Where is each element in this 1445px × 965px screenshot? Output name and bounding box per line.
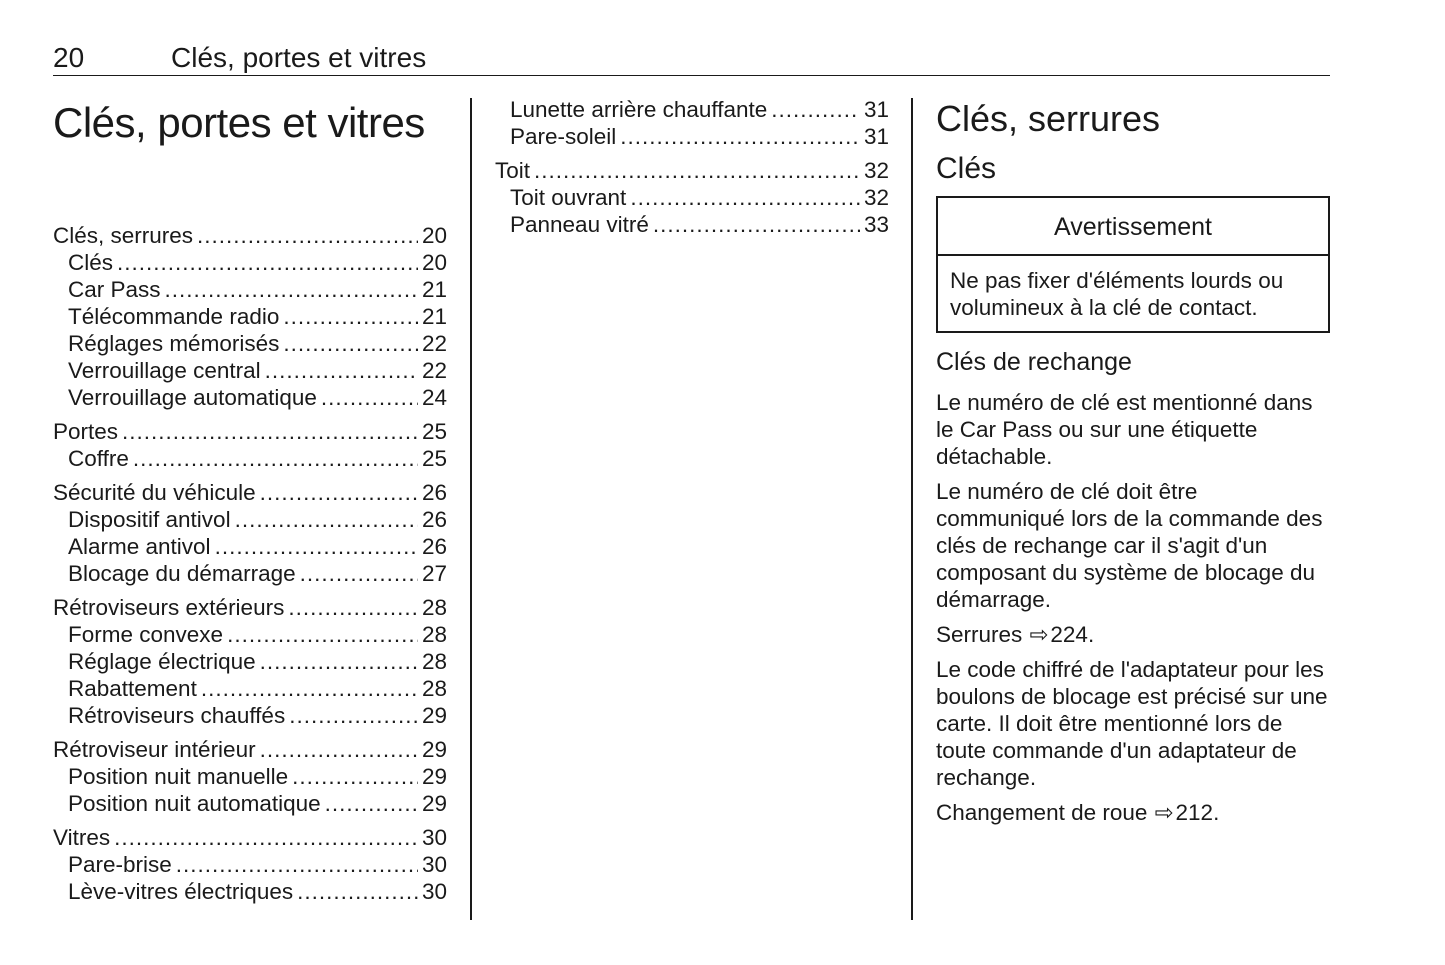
toc-entry-label: Toit	[495, 158, 531, 183]
paragraph	[936, 478, 1330, 613]
dot-leader	[265, 357, 418, 384]
page-number: 20	[53, 42, 85, 73]
toc-entry-page: 30	[421, 852, 447, 877]
chapter-title: Clés, portes et vitres	[53, 99, 425, 146]
toc-entry[interactable]	[53, 249, 447, 276]
dot-leader	[176, 851, 418, 878]
cross-reference	[936, 799, 1330, 826]
cross-reference	[936, 621, 1330, 648]
toc-entry-label: Verrouillage automatique	[68, 385, 317, 410]
toc-entry[interactable]	[53, 330, 447, 357]
toc-entry[interactable]	[495, 96, 889, 123]
toc-entry[interactable]	[53, 445, 447, 472]
toc-entry[interactable]	[53, 594, 447, 621]
dot-leader	[260, 736, 418, 763]
dot-leader	[165, 276, 418, 303]
toc-entry-page: 25	[421, 419, 447, 444]
dot-leader	[297, 878, 418, 905]
toc-entry[interactable]	[53, 506, 447, 533]
toc-entry[interactable]	[53, 276, 447, 303]
dot-leader	[201, 675, 418, 702]
toc-entry-label: Pare-soleil	[510, 124, 617, 149]
dot-leader	[292, 763, 418, 790]
warning-heading: Avertissement	[938, 198, 1328, 256]
toc-entry-label: Toit ouvrant	[510, 185, 627, 210]
section-title: Clés, serrures	[936, 98, 1161, 139]
dot-leader	[260, 479, 418, 506]
toc-entry[interactable]	[53, 384, 447, 411]
dot-leader	[235, 506, 418, 533]
paragraph	[936, 389, 1330, 470]
toc-entry[interactable]	[53, 702, 447, 729]
arrow-right-outline-icon: ⇨	[1029, 622, 1049, 647]
toc-entry[interactable]	[53, 851, 447, 878]
toc-entry-page: 28	[421, 649, 447, 674]
toc-entry-page: 22	[421, 331, 447, 356]
column-divider	[911, 98, 913, 920]
dot-leader	[260, 648, 418, 675]
toc-entry[interactable]	[53, 675, 447, 702]
toc-entry-label: Dispositif antivol	[68, 507, 231, 532]
content-column	[936, 96, 1330, 834]
toc-entry-page: 28	[421, 676, 447, 701]
toc-entry-page: 20	[421, 223, 447, 248]
toc-entry-label: Panneau vitré	[510, 212, 649, 237]
toc-entry-page: 29	[421, 737, 447, 762]
toc-entry-page: 32	[863, 158, 889, 183]
subsection-title: Clés	[936, 152, 997, 185]
toc-entry-page: 29	[421, 764, 447, 789]
dot-leader	[197, 222, 418, 249]
paragraph-text: Le numéro de clé doit être communiqué lors de la commande des clés de rechange car il s'agit d'un composant du système de blocage du démarrage.	[936, 479, 1323, 612]
toc-entry-label: Réglage électrique	[68, 649, 256, 674]
toc-entry-label: Lunette arrière chauffante	[510, 97, 768, 122]
toc-entry[interactable]	[53, 824, 447, 851]
toc-entry[interactable]	[495, 157, 889, 184]
toc-entry-page: 21	[421, 277, 447, 302]
toc-entry-page: 33	[863, 212, 889, 237]
paragraph-text: Le numéro de clé est mentionné dans le Car Pass ou sur une étiquette détachable.	[936, 390, 1313, 469]
toc-entry-page: 26	[421, 507, 447, 532]
toc-entry-label: Rabattement	[68, 676, 197, 701]
warning-text: Ne pas fixer d'éléments lourds ou volumineux à la clé de contact.	[950, 268, 1284, 320]
toc-entry-label: Clés, serrures	[53, 223, 194, 248]
paragraph-text: Changement de roue	[936, 800, 1148, 825]
dot-leader	[283, 330, 418, 357]
page-reference[interactable]: 212.	[1175, 800, 1220, 825]
dot-leader	[534, 157, 860, 184]
dot-leader	[114, 824, 418, 851]
toc-entry[interactable]	[495, 211, 889, 238]
toc-entry[interactable]	[495, 184, 889, 211]
dot-leader	[122, 418, 418, 445]
toc-entry-label: Clés	[68, 250, 114, 275]
toc-entry-label: Coffre	[68, 446, 129, 471]
toc-entry[interactable]	[53, 736, 447, 763]
dot-leader	[325, 790, 418, 817]
page-reference[interactable]: 224.	[1050, 622, 1095, 647]
toc-entry-page: 29	[421, 703, 447, 728]
toc-entry-page: 21	[421, 304, 447, 329]
dot-leader	[630, 184, 860, 211]
toc-entry-label: Blocage du démarrage	[68, 561, 296, 586]
toc-entry-page: 32	[863, 185, 889, 210]
column-divider	[470, 98, 472, 920]
toc-entry-label: Rétroviseur intérieur	[53, 737, 256, 762]
toc-column-2	[495, 96, 889, 238]
toc-entry-page: 27	[421, 561, 447, 586]
body-text	[936, 389, 1330, 826]
toc-entry-label: Verrouillage central	[68, 358, 261, 383]
paragraph-text: Le code chiffré de l'adaptateur pour les boulons de blocage est précisé sur une carte. Il doit être mentionné lors de toute commande d'un adaptateur de rechange.	[936, 657, 1328, 790]
toc-entry-label: Télécommande radio	[68, 304, 280, 329]
toc-entry-page: 24	[421, 385, 447, 410]
toc-entry[interactable]	[53, 560, 447, 587]
toc-entry-label: Réglages mémorisés	[68, 331, 280, 356]
toc-entry[interactable]	[53, 621, 447, 648]
toc-entry-label: Position nuit manuelle	[68, 764, 289, 789]
dot-leader	[117, 249, 418, 276]
dot-leader	[321, 384, 418, 411]
dot-leader	[227, 621, 418, 648]
toc-entry-label: Car Pass	[68, 277, 161, 302]
toc-entry[interactable]	[53, 303, 447, 330]
toc-entry-label: Portes	[53, 419, 119, 444]
toc-entry-page: 31	[863, 97, 889, 122]
toc-entry[interactable]	[53, 357, 447, 384]
toc-list	[495, 96, 889, 238]
toc-entry[interactable]	[53, 790, 447, 817]
toc-entry-page: 26	[421, 480, 447, 505]
toc-entry-page: 28	[421, 595, 447, 620]
arrow-right-outline-icon: ⇨	[1154, 800, 1174, 825]
toc-entry-label: Rétroviseurs extérieurs	[53, 595, 285, 620]
toc-list	[53, 222, 447, 905]
dot-leader	[620, 123, 860, 150]
toc-entry-label: Vitres	[53, 825, 111, 850]
spare-keys-heading: Clés de rechange	[936, 348, 1132, 376]
page-header	[53, 42, 1330, 76]
toc-entry[interactable]	[53, 479, 447, 506]
toc-entry-label: Rétroviseurs chauffés	[68, 703, 286, 728]
toc-entry-label: Lève-vitres électriques	[68, 879, 294, 904]
dot-leader	[288, 594, 418, 621]
toc-entry-page: 30	[421, 825, 447, 850]
running-title: Clés, portes et vitres	[171, 42, 427, 73]
dot-leader	[771, 96, 860, 123]
paragraph-text: Serrures	[936, 622, 1023, 647]
toc-entry-page: 28	[421, 622, 447, 647]
dot-leader	[653, 211, 860, 238]
dot-leader	[289, 702, 418, 729]
dot-leader	[300, 560, 418, 587]
toc-entry[interactable]	[53, 533, 447, 560]
dot-leader	[133, 445, 418, 472]
paragraph	[936, 656, 1330, 791]
toc-entry-page: 20	[421, 250, 447, 275]
toc-entry-page: 30	[421, 879, 447, 904]
toc-entry-label: Forme convexe	[68, 622, 224, 647]
toc-column-1	[53, 96, 447, 905]
toc-entry-label: Position nuit automatique	[68, 791, 321, 816]
toc-entry-page: 31	[863, 124, 889, 149]
toc-entry-page: 26	[421, 534, 447, 559]
toc-entry-page: 29	[421, 791, 447, 816]
toc-entry-page: 22	[421, 358, 447, 383]
warning-box	[936, 196, 1330, 333]
toc-entry[interactable]	[53, 878, 447, 905]
toc-entry-label: Sécurité du véhicule	[53, 480, 256, 505]
toc-entry[interactable]	[495, 123, 889, 150]
toc-entry-label: Pare-brise	[68, 852, 172, 877]
dot-leader	[215, 533, 418, 560]
toc-entry[interactable]	[53, 763, 447, 790]
dot-leader	[283, 303, 418, 330]
toc-entry-label: Alarme antivol	[68, 534, 211, 559]
toc-entry[interactable]	[53, 418, 447, 445]
toc-entry[interactable]	[53, 648, 447, 675]
toc-entry[interactable]	[53, 222, 447, 249]
toc-entry-page: 25	[421, 446, 447, 471]
